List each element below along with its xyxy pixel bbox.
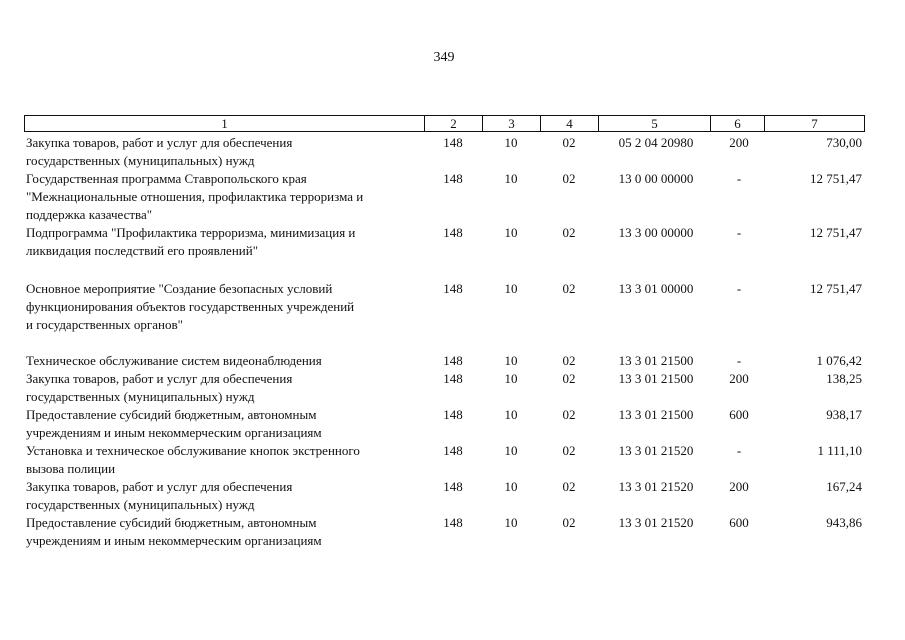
row-description-line: вызова полиции [26,461,116,476]
row-code-section: 10 [504,281,518,296]
row-code-subsection: 02 [562,407,576,422]
row-description-line: Установка и техническое обслуживание кнопок экстренного [26,443,360,458]
row-code-target: 13 3 01 21520 [618,443,694,458]
row-code-ministry: 148 [443,281,463,296]
row-description [24,280,424,334]
row-code-subsection: 02 [562,371,576,386]
row-description-line: государственных (муниципальных) нужд [26,389,255,404]
header-col-6: 6 [711,116,765,132]
table-row [24,370,864,406]
row-code-expense-type: 600 [729,515,749,530]
table-row [24,406,864,442]
row-code-subsection: 02 [562,443,576,458]
row-amount: 138,25 [826,371,862,386]
row-code-ministry: 148 [443,443,463,458]
row-description-line: Подпрограмма "Профилактика терроризма, минимизация и [26,225,356,240]
row-amount: 1 076,42 [816,353,862,368]
row-description [24,170,424,224]
row-description [24,224,424,260]
row-description-line: "Межнациональные отношения, профилактика терроризма и [26,189,364,204]
row-code-expense-type: - [736,443,742,458]
row-code-section: 10 [504,515,518,530]
row-code-target: 13 3 01 21500 [618,371,694,386]
table-row [24,224,864,260]
row-code-target: 13 3 01 21520 [618,479,694,494]
page-number: 349 [433,50,455,65]
table-body [24,134,864,550]
row-code-target: 13 3 00 00000 [618,225,694,240]
table-row [24,478,864,514]
row-code-subsection: 02 [562,171,576,186]
row-code-section: 10 [504,135,518,150]
row-description-line: функционирования объектов государственных учреждений [26,299,355,314]
row-code-expense-type: - [736,225,742,240]
row-description-line: государственных (муниципальных) нужд [26,497,255,512]
row-code-expense-type: - [736,353,742,368]
row-description [24,352,424,370]
row-description-line: учреждениям и иным некоммерческим организациям [26,425,322,440]
header-col-2: 2 [425,116,483,132]
row-code-target: 13 0 00 00000 [618,171,694,186]
row-code-ministry: 148 [443,135,463,150]
row-description [24,442,424,478]
header-col-1: 1 [25,116,425,132]
row-amount: 943,86 [826,515,862,530]
row-code-ministry: 148 [443,515,463,530]
table-row [24,134,864,170]
table-row [24,280,864,334]
row-description-line: Техническое обслуживание систем видеонаблюдения [26,353,322,368]
row-amount: 167,24 [826,479,862,494]
row-description-line: Закупка товаров, работ и услуг для обеспечения [26,371,293,386]
row-code-section: 10 [504,371,518,386]
row-description-line: Предоставление субсидий бюджетным, автономным [26,515,317,530]
row-code-expense-type: 200 [729,479,749,494]
header-col-4: 4 [541,116,599,132]
table-row [24,170,864,224]
row-amount: 12 751,47 [810,171,862,186]
table-row [24,514,864,550]
row-description [24,370,424,406]
row-code-target: 13 3 01 21500 [618,407,694,422]
row-description-line: учреждениям и иным некоммерческим организациям [26,533,322,548]
row-description-line: ликвидация последствий его проявлений" [26,243,259,258]
row-description [24,478,424,514]
row-code-section: 10 [504,443,518,458]
row-description-line: Закупка товаров, работ и услуг для обеспечения [26,135,293,150]
row-description-line: Основное мероприятие "Создание безопасных условий [26,281,333,296]
row-description-line: Предоставление субсидий бюджетным, автономным [26,407,317,422]
row-code-ministry: 148 [443,371,463,386]
row-description [24,514,424,550]
row-description-line: Закупка товаров, работ и услуг для обеспечения [26,479,293,494]
row-code-subsection: 02 [562,135,576,150]
row-description-line: и государственных органов" [26,317,183,332]
header-col-3: 3 [483,116,541,132]
row-amount: 938,17 [826,407,862,422]
row-code-ministry: 148 [443,479,463,494]
row-description-line: государственных (муниципальных) нужд [26,153,255,168]
row-code-expense-type: 200 [729,371,749,386]
row-code-target: 13 3 01 21500 [618,353,694,368]
row-code-expense-type: - [736,281,742,296]
row-code-subsection: 02 [562,515,576,530]
row-code-ministry: 148 [443,225,463,240]
row-code-subsection: 02 [562,281,576,296]
row-code-target: 13 3 01 00000 [618,281,694,296]
row-description [24,406,424,442]
row-description-line: поддержка казачества" [26,207,153,222]
row-code-section: 10 [504,225,518,240]
row-code-section: 10 [504,479,518,494]
row-code-subsection: 02 [562,353,576,368]
row-code-section: 10 [504,407,518,422]
row-description-line: Государственная программа Ставропольского края [26,171,307,186]
table-header [24,115,865,132]
row-amount: 730,00 [826,135,862,150]
row-code-subsection: 02 [562,479,576,494]
header-col-7: 7 [765,116,865,132]
row-code-ministry: 148 [443,353,463,368]
row-description [24,134,424,170]
table-row [24,442,864,478]
row-amount: 12 751,47 [810,225,862,240]
row-code-section: 10 [504,353,518,368]
header-col-5: 5 [599,116,711,132]
row-code-subsection: 02 [562,225,576,240]
row-code-ministry: 148 [443,407,463,422]
row-code-ministry: 148 [443,171,463,186]
row-amount: 12 751,47 [810,281,862,296]
row-code-target: 13 3 01 21520 [618,515,694,530]
row-code-expense-type: 200 [729,135,749,150]
row-amount: 1 111,10 [817,443,862,458]
row-code-expense-type: - [736,171,742,186]
row-code-target: 05 2 04 20980 [618,135,694,150]
table-row [24,352,864,370]
row-code-section: 10 [504,171,518,186]
row-code-expense-type: 600 [729,407,749,422]
